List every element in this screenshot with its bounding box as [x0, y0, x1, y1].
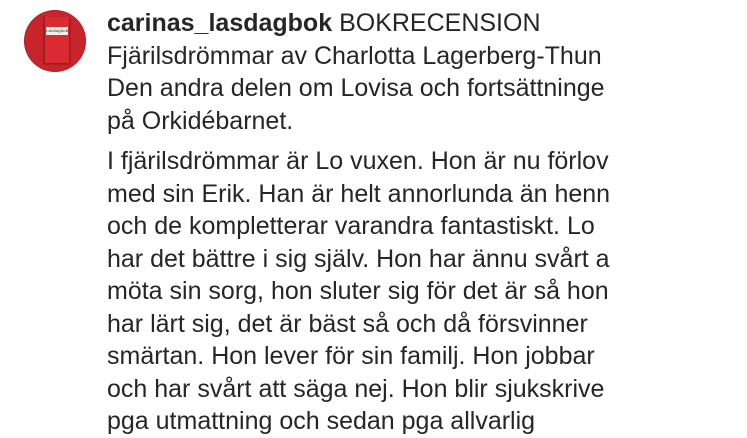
body-line: och de kompletterar varandra fantastiskt. Lo [107, 212, 595, 240]
body-line: med sin Erik. Han är helt annorlunda än henn [107, 179, 611, 208]
body-line: och har svårt att säga nej. Hon blir sjukskrive [107, 374, 605, 403]
intro-line: Fjärilsdrömmar av Charlotta Lagerberg-Thun [107, 41, 602, 70]
body-line: har det bättre i sig själv. Hon har ännu svårt a [107, 244, 610, 273]
body-line: I fjärilsdrömmar är Lo vuxen. Hon är nu förlov [107, 147, 609, 175]
review-tag: BOKRECENSION [339, 9, 541, 37]
body-line: pga utmattning och sedan pga allvarlig [107, 407, 536, 435]
intro-line: Den andra delen om Lovisa och fortsättninge [107, 74, 605, 102]
comment-header-line [107, 7, 747, 40]
intro-line: på Orkidébarnet. [107, 106, 294, 135]
avatar[interactable] [24, 10, 86, 72]
avatar-book-label: Läsdagbok [46, 28, 68, 33]
paragraph-gap [107, 137, 747, 145]
comment-text [107, 7, 747, 438]
body-line: har lärt sig, det är bäst så och då försvinner [107, 309, 588, 338]
body-line: möta sin sorg, hon sluter sig för det är så hon [107, 277, 609, 305]
username-link[interactable]: carinas_lasdagbok [107, 9, 333, 37]
book-icon [43, 17, 69, 63]
body-line: smärtan. Hon lever för sin familj. Hon jobbar [107, 342, 595, 370]
